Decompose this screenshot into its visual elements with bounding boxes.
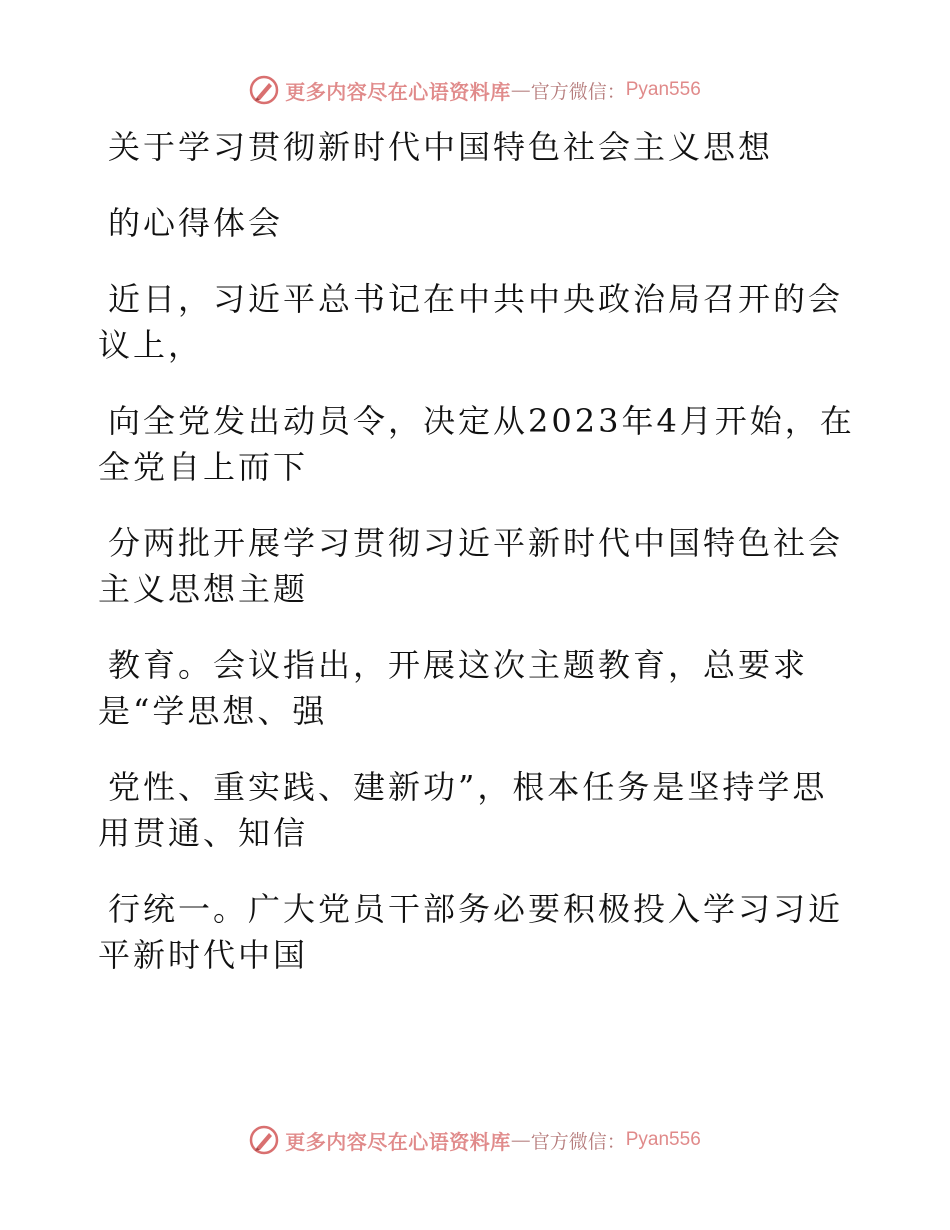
watermark-text: 更多内容尽在心语资料库 xyxy=(285,1129,511,1154)
paragraph-1-line-2: 议上， xyxy=(98,326,204,364)
paragraph-3-line-1: 分两批开展学习贯彻习近平新时代中国特色社会 xyxy=(108,524,844,562)
watermark-id: Pyan556 xyxy=(625,79,701,100)
pen-logo-icon xyxy=(249,1125,279,1155)
watermark-footer xyxy=(0,1120,950,1160)
watermark-label: 官方微信： xyxy=(530,1130,626,1153)
document-title-line-1: 关于学习贯彻新时代中国特色社会主义思想 xyxy=(108,128,774,166)
paragraph-5-line-1: 党性、重实践、建新功”，根本任务是坚持学思 xyxy=(108,768,828,806)
paragraph-3-line-2: 主义思想主题 xyxy=(98,570,309,608)
paragraph-2-line-1: 向全党发出动员令，决定从2023年4月开始，在 xyxy=(108,402,855,440)
watermark-separator: — xyxy=(510,78,531,102)
watermark-separator: — xyxy=(510,1128,531,1152)
paragraph-4-line-2: 是“学思想、强 xyxy=(98,692,328,730)
document-title-line-2: 的心得体会 xyxy=(108,204,284,242)
paragraph-6-line-2: 平新时代中国 xyxy=(98,936,309,974)
paragraph-5-line-2: 用贯通、知信 xyxy=(98,814,309,852)
paragraph-1-line-1: 近日，习近平总书记在中共中央政治局召开的会 xyxy=(108,280,844,318)
paragraph-2-line-2: 全党自上而下 xyxy=(98,448,309,486)
watermark-id: Pyan556 xyxy=(625,1129,701,1150)
watermark-label: 官方微信： xyxy=(530,80,626,103)
watermark-text: 更多内容尽在心语资料库 xyxy=(285,79,511,104)
paragraph-6-line-1: 行统一。广大党员干部务必要积极投入学习习近 xyxy=(108,890,844,928)
watermark-header xyxy=(0,70,950,110)
paragraph-4-line-1: 教育。会议指出，开展这次主题教育，总要求 xyxy=(108,646,809,684)
pen-logo-icon xyxy=(249,75,279,105)
document-body xyxy=(98,124,855,978)
